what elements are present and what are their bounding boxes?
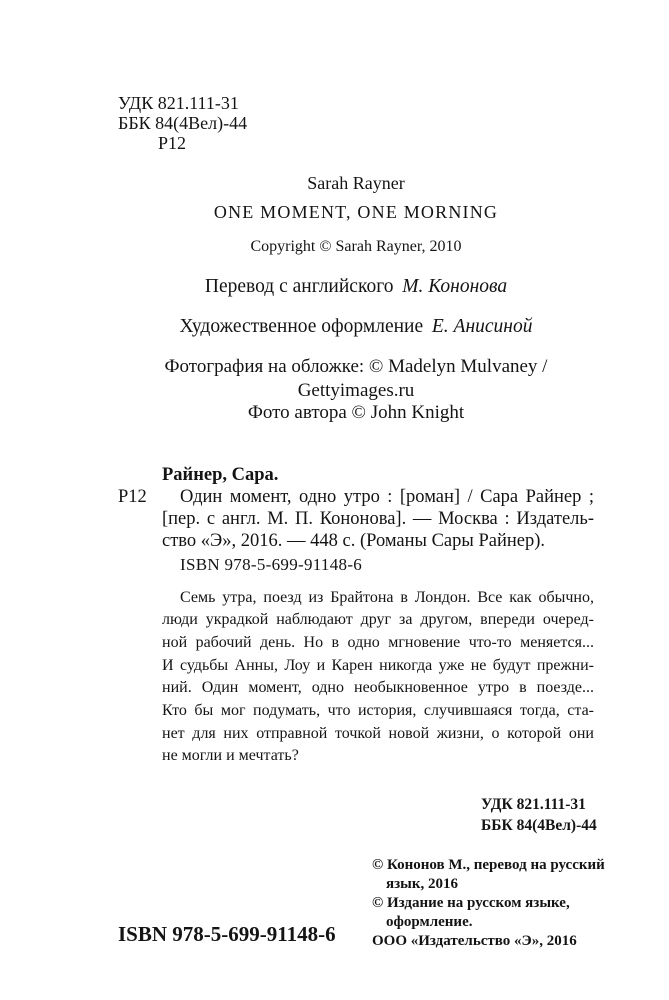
catalog-isbn: ISBN 978-5-699-91148-6 bbox=[180, 555, 363, 574]
design-label: Художественное оформление bbox=[179, 316, 424, 337]
annotation-line: ной рабочий день. Но в одно мгновение что-то меняется... bbox=[162, 633, 594, 651]
catalog-line: [пер. с англ. М. П. Кононова]. — Москва : Издатель- bbox=[162, 509, 594, 529]
catalog-author-mark: Р12 bbox=[118, 487, 147, 507]
copyright-notice-line: © Издание на русском языке, bbox=[372, 895, 570, 912]
annotation-line: Кто бы мог подумать, что история, случившаяся тогда, ста- bbox=[162, 702, 594, 720]
original-author: Sarah Rayner bbox=[307, 173, 405, 193]
copyright-notice-line: ООО «Издательство «Э», 2016 bbox=[372, 933, 577, 950]
translation-label: Перевод с английского bbox=[204, 276, 394, 297]
annotation-line: ний. Один момент, одно необыкновенное утро в поезде... bbox=[162, 679, 594, 697]
bottom-bbk-code: ББК 84(4Вел)-44 bbox=[481, 817, 597, 834]
copyright-notice-line: © Кононов М., перевод на русский bbox=[372, 857, 605, 874]
annotation bbox=[162, 587, 594, 769]
author-mark: Р12 bbox=[158, 133, 187, 153]
designer-name: Е. Анисиной bbox=[431, 316, 533, 337]
design-credit bbox=[118, 317, 594, 337]
cover-photo-source: Gettyimages.ru bbox=[297, 380, 415, 401]
udk-code: УДК 821.111-31 bbox=[118, 93, 239, 113]
index-codes bbox=[481, 794, 597, 836]
author-photo-credit: Фото автора © John Knight bbox=[247, 402, 465, 423]
original-copyright: Copyright © Sarah Rayner, 2010 bbox=[250, 238, 462, 255]
copyright-notice-line: язык, 2016 bbox=[386, 876, 458, 893]
translator-name: М. Кононова bbox=[402, 276, 508, 297]
annotation-line: люди украдкой наблюдают друг за другом, впереди очеред- bbox=[162, 611, 594, 629]
bbk-code: ББК 84(4Вел)-44 bbox=[118, 113, 248, 133]
original-title: ONE MOMENT, ONE MORNING bbox=[213, 202, 499, 222]
isbn-bottom: ISBN 978-5-699-91148-6 bbox=[118, 922, 336, 947]
copyright-notice-line: оформление. bbox=[386, 914, 473, 931]
annotation-line: нет для них отправной точкой новой жизни, о которой они bbox=[162, 724, 594, 742]
annotation-line: не могли и мечтать? bbox=[162, 747, 299, 765]
catalog-record bbox=[118, 464, 594, 552]
annotation-line: Семь утра, поезд из Брайтона в Лондон. Все как обычно, bbox=[180, 588, 594, 606]
catalog-heading: Райнер, Сара. bbox=[162, 465, 279, 485]
copyright-notices bbox=[372, 856, 605, 951]
classification-block bbox=[118, 93, 247, 153]
translation-credit bbox=[118, 277, 594, 297]
bottom-udk-code: УДК 821.111-31 bbox=[481, 796, 586, 813]
annotation-line: И судьбы Анны, Лоу и Карен никогда уже не будут прежни- bbox=[162, 656, 594, 674]
catalog-line: ство «Э», 2016. — 448 с. (Романы Сары Райнер). bbox=[162, 531, 545, 551]
cover-photo-credit: Фотография на обложке: © Madelyn Mulvaney / bbox=[164, 356, 548, 377]
catalog-line bbox=[118, 486, 594, 508]
catalog-line-text: Один момент, одно утро : [роман] / Сара Райнер ; bbox=[180, 487, 594, 507]
